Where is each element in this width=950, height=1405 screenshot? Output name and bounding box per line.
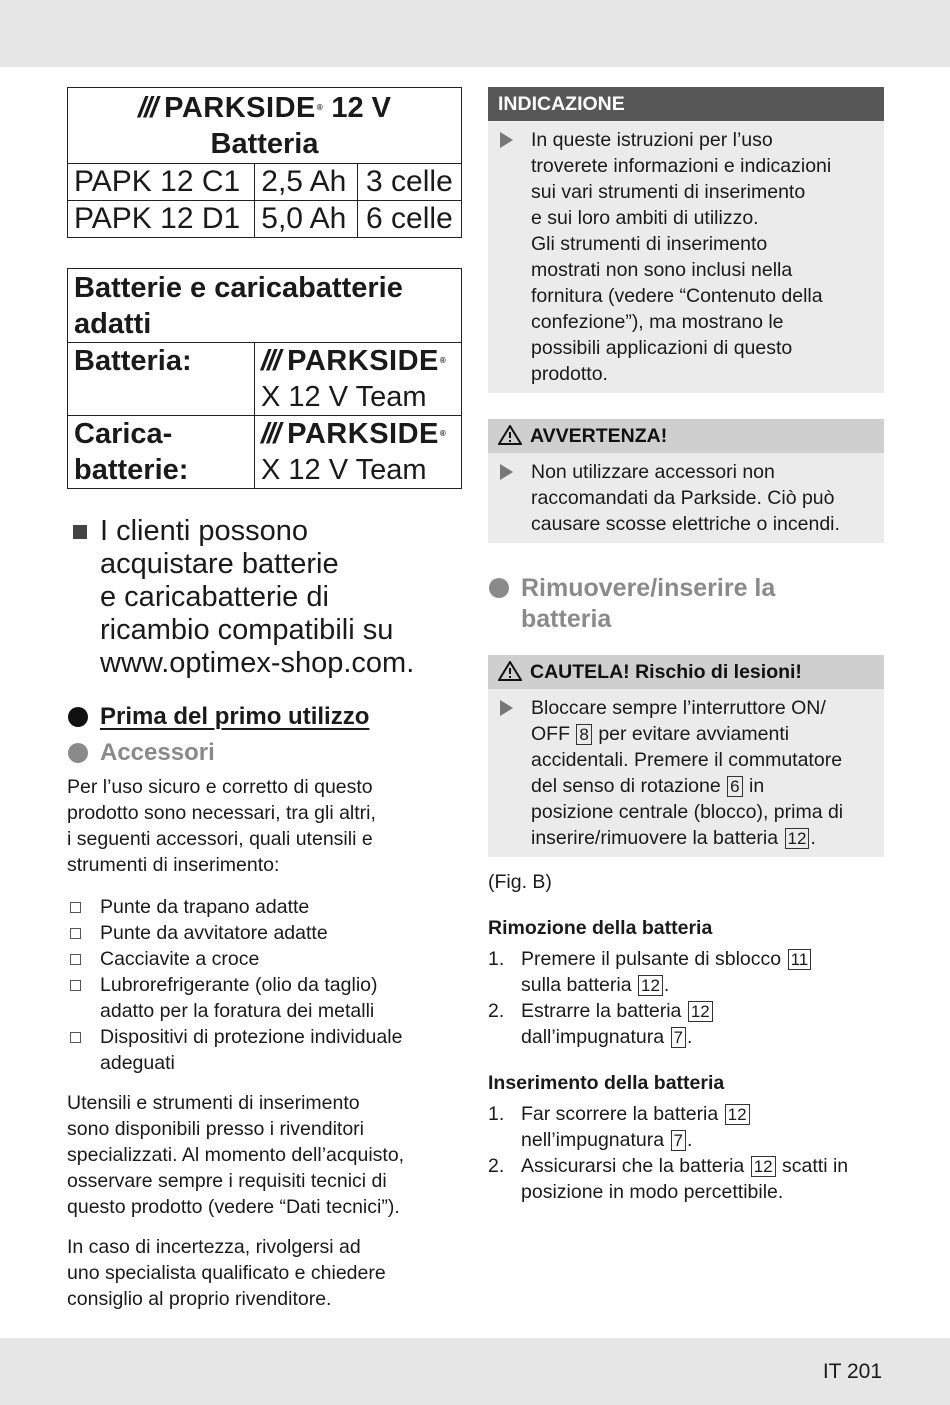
cells-cell: 3 celle <box>357 164 461 201</box>
table-row <box>68 416 462 489</box>
list-item: 1. Far scorrere la batteria 12 nell’impugnatura 7 . <box>488 1101 884 1153</box>
caution-content: Bloccare sempre l’interruttore ON/ OFF 8 per evitare avviamenti accidentali. Premere il commutatore del senso di rotazione 6 in posizione centrale (blocco), prima di inserire/rimuovere la batteria 12 . <box>488 689 884 857</box>
square-bullet-icon <box>73 525 87 539</box>
warning-content: Non utilizzare accessori non raccomandati da Parkside. Ciò può causare scosse elettriche o incendi. <box>488 453 884 543</box>
part-number: 7 <box>671 1130 686 1151</box>
warning-title: AVVERTENZA! <box>488 419 884 453</box>
part-number: 7 <box>671 1027 686 1048</box>
page-number: IT 201 <box>822 1360 882 1383</box>
triangle-right-icon <box>500 464 513 480</box>
list-item: Cacciavite a croce <box>67 946 462 972</box>
paragraph: In caso di incertezza, rivolgersi ad uno specialista qualificato e chiedere consiglio al proprio rivenditore. <box>67 1236 386 1310</box>
section-heading: Rimuovere/inserire la batteria <box>488 573 884 635</box>
section-heading: Prima del primo utilizzo <box>67 702 462 732</box>
parkside-logo: /// PARKSIDE ® <box>137 92 324 124</box>
dot-bullet-icon <box>489 578 509 598</box>
table-row <box>68 164 462 201</box>
accessories-intro: Per l’uso sicuro e corretto di questo prodotto sono necessari, tra gli altri, i seguenti accessori, quali utensili e strumenti di inserimento: <box>67 776 376 876</box>
part-number: 12 <box>688 1001 713 1022</box>
dot-bullet-icon <box>68 707 88 727</box>
right-column <box>488 87 884 1205</box>
part-number: 12 <box>725 1104 750 1125</box>
removal-heading: Rimozione della batteria <box>488 917 713 939</box>
battery-table-title: Batteria <box>210 128 319 160</box>
triangle-right-icon <box>500 700 513 716</box>
part-number: 12 <box>638 975 663 996</box>
list-item: Dispositivi di protezione individuale adeguati <box>67 1024 462 1076</box>
model-cell: PAPK 12 C1 <box>68 164 255 201</box>
buy-note: I clienti possono acquistare batterie e caricabatterie di ricambio compatibili su www.optimex-shop.com. <box>67 515 462 680</box>
checkbox-icon <box>70 902 81 913</box>
checkbox-icon <box>70 954 81 965</box>
list-item: 2. Assicurarsi che la batteria 12 scatti in posizione in modo percettibile. <box>488 1155 849 1203</box>
note-box <box>488 87 884 393</box>
model-cell: PAPK 12 D1 <box>68 201 255 238</box>
caution-box <box>488 655 884 857</box>
compat-label: Carica- batterie: <box>68 416 255 489</box>
compat-table-title: Batterie e caricabatterie adatti <box>68 269 462 343</box>
cells-cell: 6 celle <box>357 201 461 238</box>
battery-table-header <box>68 88 462 164</box>
battery-table-voltage: 12 V <box>331 92 392 124</box>
list-item: Lubrorefrigerante (olio da taglio) adatto per la foratura dei metalli <box>67 972 462 1024</box>
insertion-heading: Inserimento della batteria <box>488 1072 725 1094</box>
note-title: INDICAZIONE <box>488 87 884 121</box>
list-item: 1. Premere il pulsante di sblocco 11 sulla batteria 12 . <box>488 946 884 998</box>
note-content: In queste istruzioni per l’uso troverete informazioni e indicazioni sui vari strumenti di inserimento e sui loro ambiti di utilizzo. Gli strumenti di inserimento mostrati non sono inclusi nella fornitura (vedere “Contenuto della confezione”), ma mostrano le possibili applicazioni di questo prodotto. <box>488 121 884 393</box>
list-item: Punte da trapano adatte <box>67 894 462 920</box>
compat-value: /// PARKSIDE ® X 12 V Team <box>255 343 462 416</box>
checkbox-icon <box>70 980 81 991</box>
warning-box <box>488 419 884 543</box>
part-number: 12 <box>785 828 810 849</box>
part-number: 8 <box>576 724 591 745</box>
table-row <box>68 201 462 238</box>
bottom-band <box>0 1338 950 1405</box>
table-row <box>68 343 462 416</box>
list-item: Punte da avvitatore adatte <box>67 920 462 946</box>
part-number: 11 <box>788 949 812 970</box>
part-number: 12 <box>751 1156 776 1177</box>
parkside-logo: /// PARKSIDE ® <box>261 418 447 450</box>
checkbox-icon <box>70 928 81 939</box>
warning-triangle-icon <box>498 425 522 445</box>
compat-table <box>67 268 462 489</box>
capacity-cell: 2,5 Ah <box>255 164 358 201</box>
capacity-cell: 5,0 Ah <box>255 201 358 238</box>
left-column <box>67 87 462 1312</box>
top-band <box>0 0 950 67</box>
removal-steps <box>488 946 884 1050</box>
triangle-right-icon <box>500 132 513 148</box>
parkside-logo: /// PARKSIDE ® <box>261 345 447 377</box>
compat-label: Batteria: <box>68 343 255 416</box>
list-item: 2. Estrarre la batteria 12 dall’impugnatura 7 . <box>488 998 884 1050</box>
battery-table <box>67 87 462 238</box>
dot-bullet-icon <box>68 743 88 763</box>
insertion-steps <box>488 1101 884 1205</box>
compat-value: /// PARKSIDE ® X 12 V Team <box>255 416 462 489</box>
paragraph: Utensili e strumenti di inserimento sono disponibili presso i rivenditori specializzati. Al momento dell’acquisto, osservare sempre i requisiti tecnici di questo prodotto (vedere “Dati tecnici”). <box>67 1092 405 1218</box>
accessories-list <box>67 894 462 1076</box>
part-number: 6 <box>727 776 742 797</box>
warning-triangle-icon <box>498 661 522 681</box>
figure-reference: (Fig. B) <box>488 871 552 893</box>
caution-title: CAUTELA! Rischio di lesioni! <box>488 655 884 689</box>
subsection-heading: Accessori <box>67 738 462 768</box>
checkbox-icon <box>70 1032 81 1043</box>
